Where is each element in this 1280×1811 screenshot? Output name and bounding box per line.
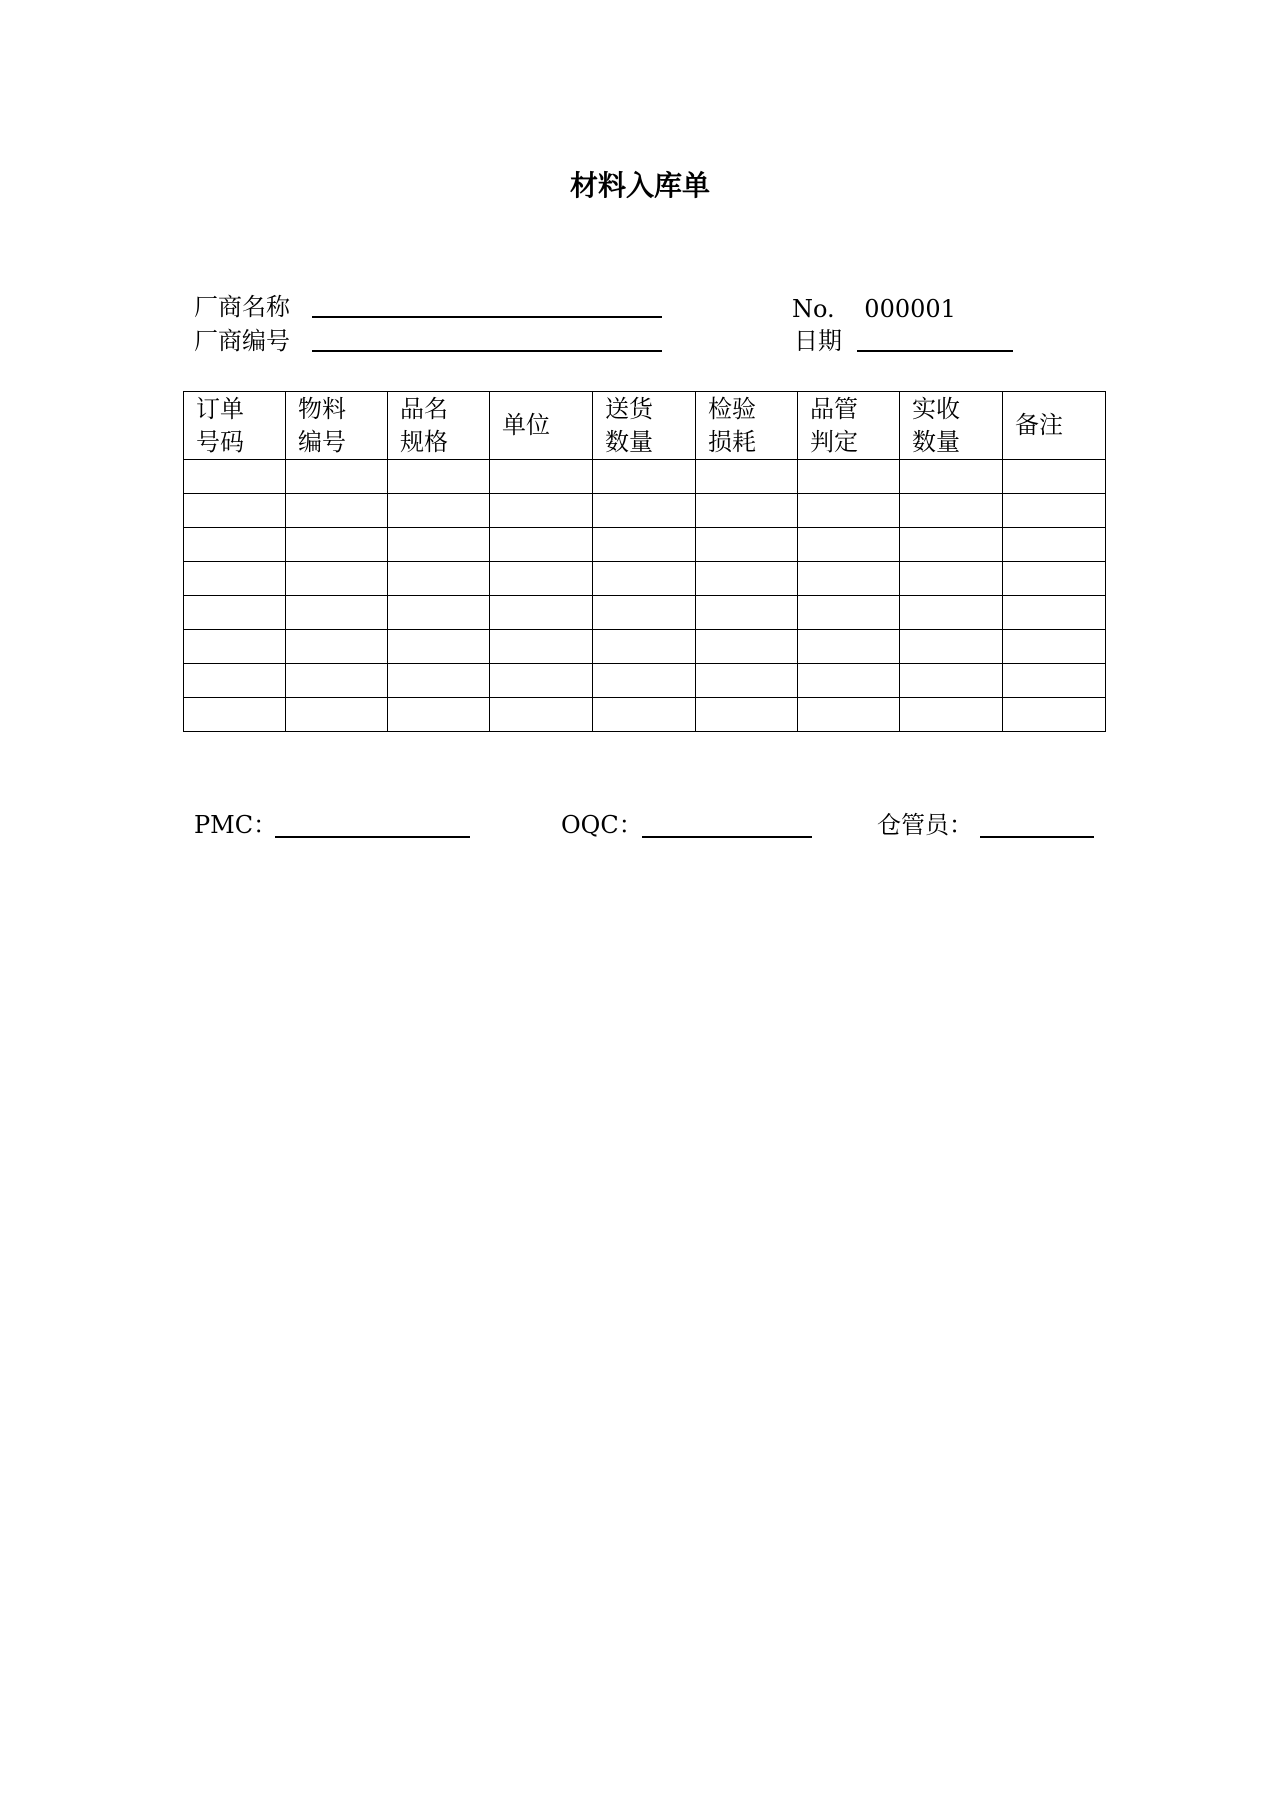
table-cell[interactable] xyxy=(490,698,593,732)
column-header-label: 备注 xyxy=(1015,411,1063,439)
table-cell[interactable] xyxy=(388,528,490,562)
table-cell[interactable] xyxy=(696,630,798,664)
table-cell[interactable] xyxy=(798,528,900,562)
date-field[interactable] xyxy=(857,350,1013,352)
table-cell[interactable] xyxy=(388,698,490,732)
column-header-label: 品名规格 xyxy=(400,394,448,456)
table-cell[interactable] xyxy=(900,630,1003,664)
table-cell[interactable] xyxy=(696,528,798,562)
table-cell[interactable] xyxy=(1003,460,1106,494)
table-cell[interactable] xyxy=(490,630,593,664)
oqc-label: OQC： xyxy=(561,811,643,839)
column-header-label: 实收数量 xyxy=(912,394,960,456)
vendor-code-label: 厂商编号 xyxy=(194,327,290,355)
table-cell[interactable] xyxy=(286,664,388,698)
table-cell[interactable] xyxy=(490,494,593,528)
table-cell[interactable] xyxy=(798,460,900,494)
table-cell[interactable] xyxy=(798,664,900,698)
table-cell[interactable] xyxy=(798,630,900,664)
table-cell[interactable] xyxy=(388,562,490,596)
table-row xyxy=(184,562,1106,596)
table-cell[interactable] xyxy=(593,562,696,596)
table-cell[interactable] xyxy=(798,494,900,528)
table-cell[interactable] xyxy=(388,494,490,528)
column-header-label: 送货数量 xyxy=(605,394,653,456)
table-row xyxy=(184,460,1106,494)
table-cell[interactable] xyxy=(798,596,900,630)
column-header xyxy=(900,392,1003,460)
table-cell[interactable] xyxy=(490,528,593,562)
table-cell[interactable] xyxy=(900,664,1003,698)
table-cell[interactable] xyxy=(1003,698,1106,732)
table-cell[interactable] xyxy=(388,596,490,630)
column-header xyxy=(490,392,593,460)
column-header-label: 品管判定 xyxy=(810,394,858,456)
warehouse-keeper-signature-field[interactable] xyxy=(980,836,1094,838)
table-cell[interactable] xyxy=(184,528,286,562)
table-cell[interactable] xyxy=(1003,494,1106,528)
document-number-value: 000001 xyxy=(864,295,956,323)
table-row xyxy=(184,664,1106,698)
table-row xyxy=(184,698,1106,732)
table-cell[interactable] xyxy=(1003,528,1106,562)
table-cell[interactable] xyxy=(184,596,286,630)
table-cell[interactable] xyxy=(798,562,900,596)
pmc-signature-field[interactable] xyxy=(275,836,470,838)
table-cell[interactable] xyxy=(490,596,593,630)
table-cell[interactable] xyxy=(490,664,593,698)
document-number-label: No. xyxy=(792,295,835,323)
table-cell[interactable] xyxy=(388,630,490,664)
column-header xyxy=(593,392,696,460)
table-cell[interactable] xyxy=(798,698,900,732)
table-cell[interactable] xyxy=(184,630,286,664)
column-header-label: 单位 xyxy=(502,411,550,439)
table-cell[interactable] xyxy=(900,494,1003,528)
table-cell[interactable] xyxy=(1003,630,1106,664)
table-row xyxy=(184,596,1106,630)
table-cell[interactable] xyxy=(184,698,286,732)
table-cell[interactable] xyxy=(593,494,696,528)
column-header xyxy=(1003,392,1106,460)
table-cell[interactable] xyxy=(593,630,696,664)
table-cell[interactable] xyxy=(286,528,388,562)
table-cell[interactable] xyxy=(1003,562,1106,596)
vendor-name-field[interactable] xyxy=(312,316,662,318)
warehouse-keeper-label: 仓管员： xyxy=(877,811,973,839)
table-body xyxy=(184,460,1106,732)
table-cell[interactable] xyxy=(900,528,1003,562)
table-cell[interactable] xyxy=(593,664,696,698)
table-cell[interactable] xyxy=(1003,664,1106,698)
date-label: 日期 xyxy=(794,327,842,355)
column-header-label: 物料编号 xyxy=(298,394,346,456)
table-cell[interactable] xyxy=(696,562,798,596)
table-cell[interactable] xyxy=(593,528,696,562)
table-cell[interactable] xyxy=(900,698,1003,732)
pmc-label: PMC： xyxy=(194,811,278,839)
table-row xyxy=(184,494,1106,528)
table-cell[interactable] xyxy=(286,494,388,528)
table-cell[interactable] xyxy=(184,664,286,698)
table-cell[interactable] xyxy=(286,596,388,630)
table-cell[interactable] xyxy=(900,596,1003,630)
table-cell[interactable] xyxy=(593,460,696,494)
page-title: 材料入库单 xyxy=(569,169,710,202)
column-header xyxy=(388,392,490,460)
document-number xyxy=(792,294,956,324)
table-cell[interactable] xyxy=(388,664,490,698)
table-cell[interactable] xyxy=(696,494,798,528)
oqc-signature-field[interactable] xyxy=(642,836,812,838)
table-cell[interactable] xyxy=(490,562,593,596)
table-cell[interactable] xyxy=(696,698,798,732)
table-cell[interactable] xyxy=(593,596,696,630)
column-header xyxy=(696,392,798,460)
column-header-label: 检验损耗 xyxy=(708,394,756,456)
table-header-row xyxy=(184,392,1106,460)
table-cell[interactable] xyxy=(286,630,388,664)
table-row xyxy=(184,528,1106,562)
table-cell[interactable] xyxy=(696,460,798,494)
table-cell[interactable] xyxy=(184,494,286,528)
column-header xyxy=(798,392,900,460)
table-cell[interactable] xyxy=(696,596,798,630)
table-row xyxy=(184,630,1106,664)
table-cell[interactable] xyxy=(900,460,1003,494)
vendor-name-label: 厂商名称 xyxy=(194,293,290,321)
table-cell[interactable] xyxy=(286,698,388,732)
table-cell[interactable] xyxy=(1003,596,1106,630)
table-cell[interactable] xyxy=(490,460,593,494)
table-cell[interactable] xyxy=(696,664,798,698)
table-cell[interactable] xyxy=(286,562,388,596)
table-cell[interactable] xyxy=(900,562,1003,596)
column-header-label: 订单号码 xyxy=(196,394,244,456)
table-cell[interactable] xyxy=(593,698,696,732)
table-cell[interactable] xyxy=(388,460,490,494)
column-header xyxy=(184,392,286,460)
column-header xyxy=(286,392,388,460)
vendor-code-field[interactable] xyxy=(312,350,662,352)
material-table xyxy=(183,391,1106,732)
table-cell[interactable] xyxy=(184,562,286,596)
table-cell[interactable] xyxy=(184,460,286,494)
table-cell[interactable] xyxy=(286,460,388,494)
